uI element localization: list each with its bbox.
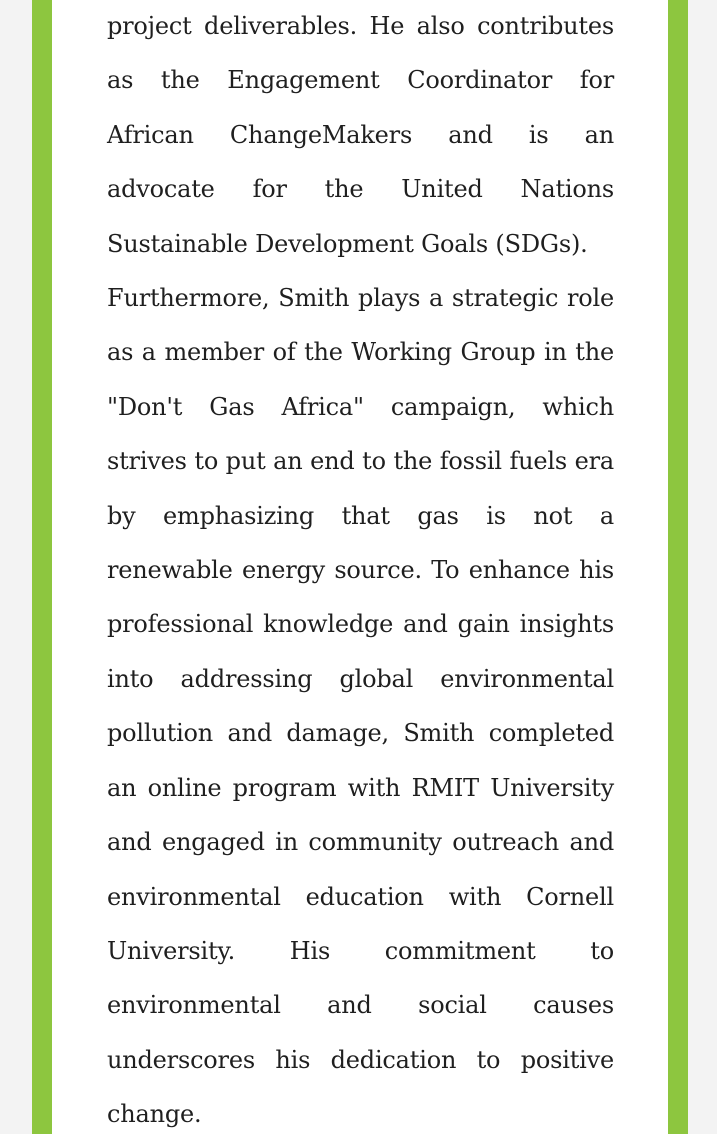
paragraph-deliverables: project deliverables. He also contributes as the Engagement Coordinator for African ChangeMakers and is an advocate for the United Nations Sustainable Development Goals (SDGs). bbox=[107, 12, 614, 258]
left-accent-bar bbox=[32, 0, 52, 1134]
right-accent-bar bbox=[668, 0, 688, 1134]
article-body bbox=[107, 0, 614, 1134]
paragraph-dont-gas-africa: Furthermore, Smith plays a strategic role as a member of the Working Group in the "Don't Gas Africa" campaign, which strives to put an end to the fossil fuels era by emphasizing that gas is not a renewable energy source. To enhance his professional knowledge and gain insights into addressing global environmental pollution and damage, Smith completed an online program with RMIT University and engaged in community outreach and environmental education with Cornell University. His commitment to environmental and social causes underscores his dedication to positive change. bbox=[107, 284, 614, 1129]
